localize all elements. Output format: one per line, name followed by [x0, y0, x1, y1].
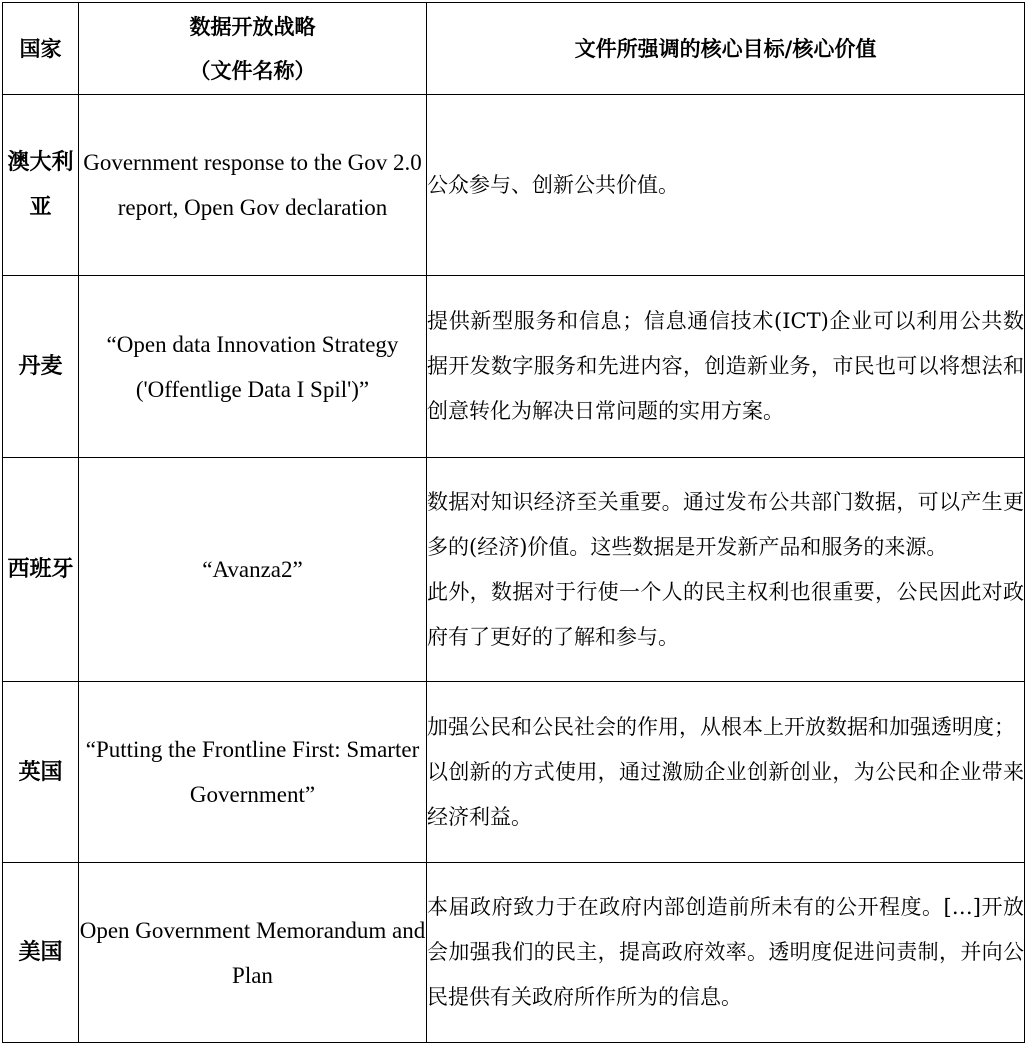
core-value-paragraph: 公众参与、创新公共价值。: [427, 172, 679, 197]
table-row: [3, 682, 1025, 863]
header-country: 国家: [3, 3, 79, 95]
core-value-cell: [427, 95, 1025, 276]
country-cell: 澳大利亚: [3, 95, 79, 276]
country-cell: 美国: [3, 863, 79, 1043]
core-value-cell: [427, 276, 1025, 458]
header-core-value: 文件所强调的核心目标/核心价值: [427, 3, 1025, 95]
country-cell: 丹麦: [3, 276, 79, 458]
table-row: [3, 458, 1025, 682]
table-row: [3, 276, 1025, 458]
document-name-cell: “Putting the Frontline First: Smarter Government”: [79, 682, 427, 863]
table-row: [3, 95, 1025, 276]
core-value-paragraph: 以创新的方式使用，通过激励企业创新创业，为公民和企业带来经济利益。: [427, 759, 1024, 829]
core-value-paragraph: 本届政府致力于在政府内部创造前所未有的公开程度。[…]开放会加强我们的民主，提高政府效率。透明度促进问责制，并向公民提供有关政府所作所为的信息。: [427, 895, 1024, 1009]
core-value-paragraph: 此外，数据对于行使一个人的民主权利也很重要，公民因此对政府有了更好的了解和参与。: [427, 579, 1024, 649]
country-cell: 英国: [3, 682, 79, 863]
table-row: [3, 863, 1025, 1043]
document-name-cell: “Avanza2”: [79, 458, 427, 682]
header-strategy-line1: 数据开放战略: [189, 13, 316, 39]
core-value-paragraph: 提供新型服务和信息；信息通信技术(ICT)企业可以利用公共数据开发数字服务和先进内容，创造新业务，市民也可以将想法和创意转化为解决日常问题的实用方案。: [427, 309, 1024, 423]
core-value-cell: [427, 458, 1025, 682]
document-name-cell: Open Government Memorandum and Plan: [79, 863, 427, 1043]
core-value-cell: [427, 682, 1025, 863]
core-value-paragraph: 数据对知识经济至关重要。通过发布公共部门数据，可以产生更多的(经济)价值。这些数据是开发新产品和服务的来源。: [427, 489, 1024, 559]
header-row: [3, 3, 1025, 95]
country-cell: 西班牙: [3, 458, 79, 682]
document-name-cell: “Open data Innovation Strategy ('Offentlige Data I Spil')”: [79, 276, 427, 458]
open-data-strategy-table: [2, 2, 1025, 1043]
document-name-cell: Government response to the Gov 2.0 report, Open Gov declaration: [79, 95, 427, 276]
header-strategy-line2: （文件名称）: [189, 57, 316, 83]
core-value-paragraph: 加强公民和公民社会的作用，从根本上开放数据和加强透明度；: [427, 714, 1015, 739]
header-strategy: [79, 3, 427, 95]
core-value-cell: [427, 863, 1025, 1043]
